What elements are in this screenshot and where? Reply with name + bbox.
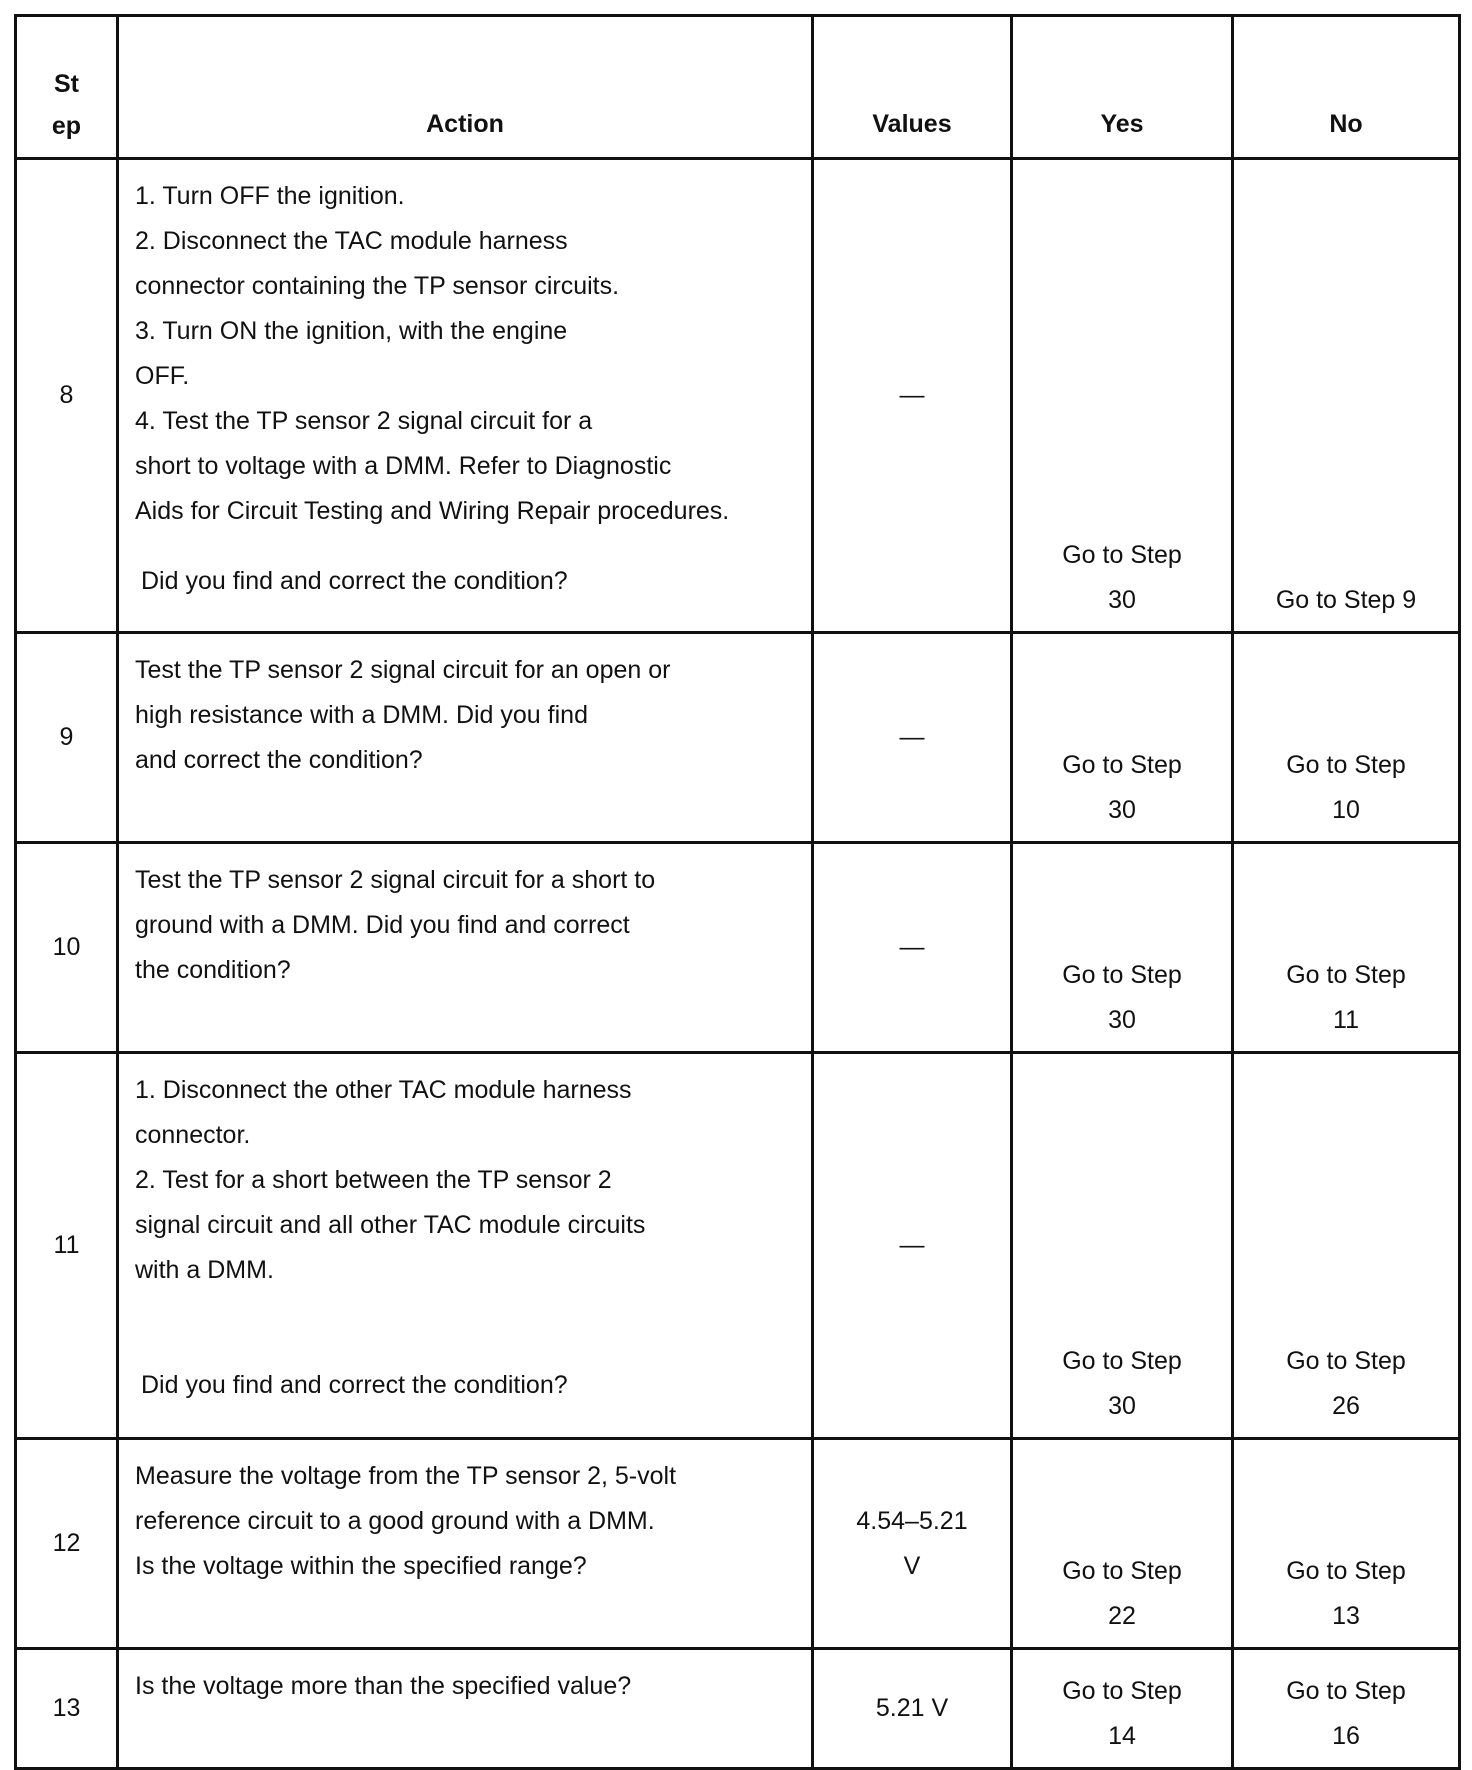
action-cell: 1. Turn OFF the ignition. 2. Disconnect the TAC module harness connector containing the TP sensor circuits. 3. Turn ON the ignition, with the engine OFF. 4. Test the TP sensor 2 signal circuit for a short to voltage with a DMM. Refer to Diagnostic Aids for Circuit Testing and Wiring Repair procedures. Did you find and correct the condition? xyxy=(118,159,813,633)
step-number: 11 xyxy=(16,1053,118,1439)
step-number: 8 xyxy=(16,159,118,633)
header-no: No xyxy=(1233,16,1460,159)
header-row xyxy=(16,16,1460,159)
no-cell: Go to Step 11 xyxy=(1233,843,1460,1053)
yes-cell: Go to Step 14 xyxy=(1012,1649,1233,1769)
yes-cell: Go to Step 30 xyxy=(1012,159,1233,633)
yes-cell: Go to Step 30 xyxy=(1012,633,1233,843)
no-cell: Go to Step 16 xyxy=(1233,1649,1460,1769)
yes-cell: Go to Step 30 xyxy=(1012,843,1233,1053)
header-action: Action xyxy=(118,16,813,159)
step-number: 13 xyxy=(16,1649,118,1769)
no-cell: Go to Step 9 xyxy=(1233,159,1460,633)
header-yes: Yes xyxy=(1012,16,1233,159)
value-cell: — xyxy=(813,159,1012,633)
step-number: 12 xyxy=(16,1439,118,1649)
action-cell: Test the TP sensor 2 signal circuit for a short to ground with a DMM. Did you find and correct the condition? xyxy=(118,843,813,1053)
yes-cell: Go to Step 30 xyxy=(1012,1053,1233,1439)
action-cell: 1. Disconnect the other TAC module harness connector. 2. Test for a short between the TP sensor 2 signal circuit and all other TAC module circuits with a DMM. Did you find and correct the condition? xyxy=(118,1053,813,1439)
diagnostic-table xyxy=(14,14,1461,1770)
table-row xyxy=(16,1649,1460,1769)
step-number: 9 xyxy=(16,633,118,843)
no-cell: Go to Step 26 xyxy=(1233,1053,1460,1439)
table-row xyxy=(16,1053,1460,1439)
table-row xyxy=(16,843,1460,1053)
action-cell: Measure the voltage from the TP sensor 2, 5-volt reference circuit to a good ground with a DMM. Is the voltage within the specified range? xyxy=(118,1439,813,1649)
table-row xyxy=(16,159,1460,633)
no-cell: Go to Step 10 xyxy=(1233,633,1460,843)
action-question: Did you find and correct the condition? xyxy=(141,1371,568,1399)
header-values: Values xyxy=(813,16,1012,159)
table-row xyxy=(16,1439,1460,1649)
action-cell: Is the voltage more than the specified value? xyxy=(118,1649,813,1769)
header-step: St ep xyxy=(16,16,118,159)
step-number: 10 xyxy=(16,843,118,1053)
action-cell: Test the TP sensor 2 signal circuit for an open or high resistance with a DMM. Did you find and correct the condition? xyxy=(118,633,813,843)
no-cell: Go to Step 13 xyxy=(1233,1439,1460,1649)
value-cell: 5.21 V xyxy=(813,1649,1012,1769)
value-cell: — xyxy=(813,633,1012,843)
yes-cell: Go to Step 22 xyxy=(1012,1439,1233,1649)
value-cell: 4.54–5.21 V xyxy=(813,1439,1012,1649)
table-row xyxy=(16,633,1460,843)
value-cell: — xyxy=(813,1053,1012,1439)
value-cell: — xyxy=(813,843,1012,1053)
action-question: Did you find and correct the condition? xyxy=(141,567,568,595)
